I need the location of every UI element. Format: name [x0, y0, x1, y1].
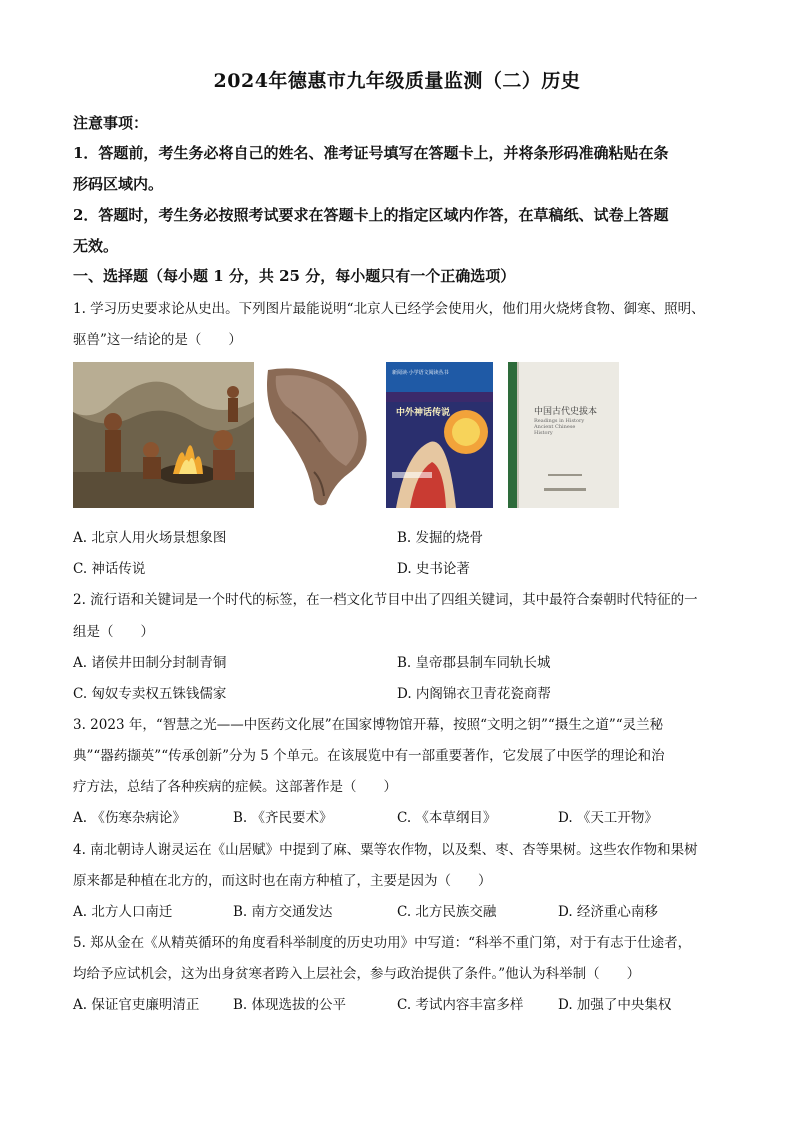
question-1-option-d[interactable]: D. 史书论著 [397, 561, 470, 577]
question-3-option-a[interactable]: A. 《伤寒杂病论》 [73, 810, 186, 826]
myth-book-cover [386, 362, 493, 508]
myth-book-series: 新阅读·小学语文阅读丛书 [392, 370, 449, 376]
question-3-option-b[interactable]: B. 《齐民要术》 [233, 810, 333, 826]
question-4-option-b[interactable]: B. 南方交通发达 [233, 904, 333, 920]
question-3-line: 疗方法，总结了各种疾病的症候。这部著作是（ ） [73, 779, 397, 795]
question-4-option-d[interactable]: D. 经济重心南移 [558, 904, 658, 920]
question-4-option-c[interactable]: C. 北方民族交融 [397, 904, 497, 920]
question-4-line: 4. 南北朝诗人谢灵运在《山居赋》中提到了麻、粟等农作物，以及梨、枣、杏等果树。这些农作物和果树 [73, 842, 698, 858]
question-5-option-c[interactable]: C. 考试内容丰富多样 [397, 997, 524, 1013]
question-1-line: 1. 学习历史要求论从史出。下列图片最能说明“北京人已经学会使用火，他们用火烧烤食物、御寒、照明、 [73, 301, 705, 317]
notes-heading: 注意事项： [73, 114, 149, 132]
question-5-line: 均给予应试机会，这为出身贫寒者跨入上层社会，参与政治提供了条件。”他认为科举制（ ） [73, 966, 641, 982]
question-4-option-a[interactable]: A. 北方人口南迁 [73, 904, 173, 920]
burnt-bone-photo [262, 362, 372, 508]
page-title: 2024年德惠市九年级质量监测（二）历史 [213, 70, 581, 92]
question-2-option-c[interactable]: C. 匈奴专卖权五铢钱儒家 [73, 686, 227, 702]
note-line: 1．答题前，考生务必将自己的姓名、准考证号填写在答题卡上，并将条形码准确粘贴在条 [73, 144, 669, 162]
question-3-line: 3. 2023 年，“智慧之光——中医药文化展”在国家博物馆开幕，按照“文明之钥”“摄生之道”“灵兰秘 [73, 717, 664, 733]
question-2-line: 2. 流行语和关键词是一个时代的标签，在一档文化节目中出了四组关键词，其中最符合秦朝时代特征的一 [73, 592, 698, 608]
question-1-option-b[interactable]: B. 发掘的烧骨 [397, 530, 484, 546]
history-book-english: Readings in History Ancient Chinese History [534, 418, 585, 436]
question-3-option-c[interactable]: C. 《本草纲目》 [397, 810, 497, 826]
question-4-line: 原来都是种植在北方的，而这时也在南方种植了，主要是因为（ ） [73, 873, 492, 889]
note-line: 形码区域内。 [73, 175, 164, 193]
question-5-line: 5. 郑从金在《从精英循环的角度看科举制度的历史功用》中写道：“科举不重门第，对于有志于仕途者， [73, 935, 692, 951]
myth-book-title: 中外神话传说 [396, 408, 451, 418]
section-heading: 一、选择题（每小题 1 分，共 25 分，每小题只有一个正确选项） [73, 267, 516, 285]
question-3-line: 典”“器药撷英”“传承创新”分为 5 个单元。在该展览中有一部重要著作，它发展了中医学的理论和治 [73, 748, 665, 764]
question-2-line: 组是（ ） [73, 624, 154, 640]
note-line: 无效。 [73, 237, 119, 255]
question-5-option-a[interactable]: A. 保证官吏廉明清正 [73, 997, 200, 1013]
question-1-option-a[interactable]: A. 北京人用火场景想象图 [73, 530, 227, 546]
fire-scene-illustration [73, 362, 254, 508]
note-line: 2．答题时，考生务必按照考试要求在答题卡上的指定区域内作答，在草稿纸、试卷上答题 [73, 206, 669, 224]
history-book-cover [508, 362, 619, 508]
question-2-option-a[interactable]: A. 诸侯井田制分封制青铜 [73, 655, 227, 671]
question-5-option-b[interactable]: B. 体现选拔的公平 [233, 997, 347, 1013]
question-2-option-b[interactable]: B. 皇帝郡县制车同轨长城 [397, 655, 551, 671]
question-1-option-c[interactable]: C. 神话传说 [73, 561, 146, 577]
question-5-option-d[interactable]: D. 加强了中央集权 [558, 997, 672, 1013]
question-1-line: 驱兽”这一结论的是（ ） [73, 332, 242, 348]
history-book-title: 中国古代史拔本 [534, 407, 598, 417]
question-3-option-d[interactable]: D. 《天工开物》 [558, 810, 658, 826]
question-2-option-d[interactable]: D. 内阁锦衣卫青花瓷商帮 [397, 686, 551, 702]
